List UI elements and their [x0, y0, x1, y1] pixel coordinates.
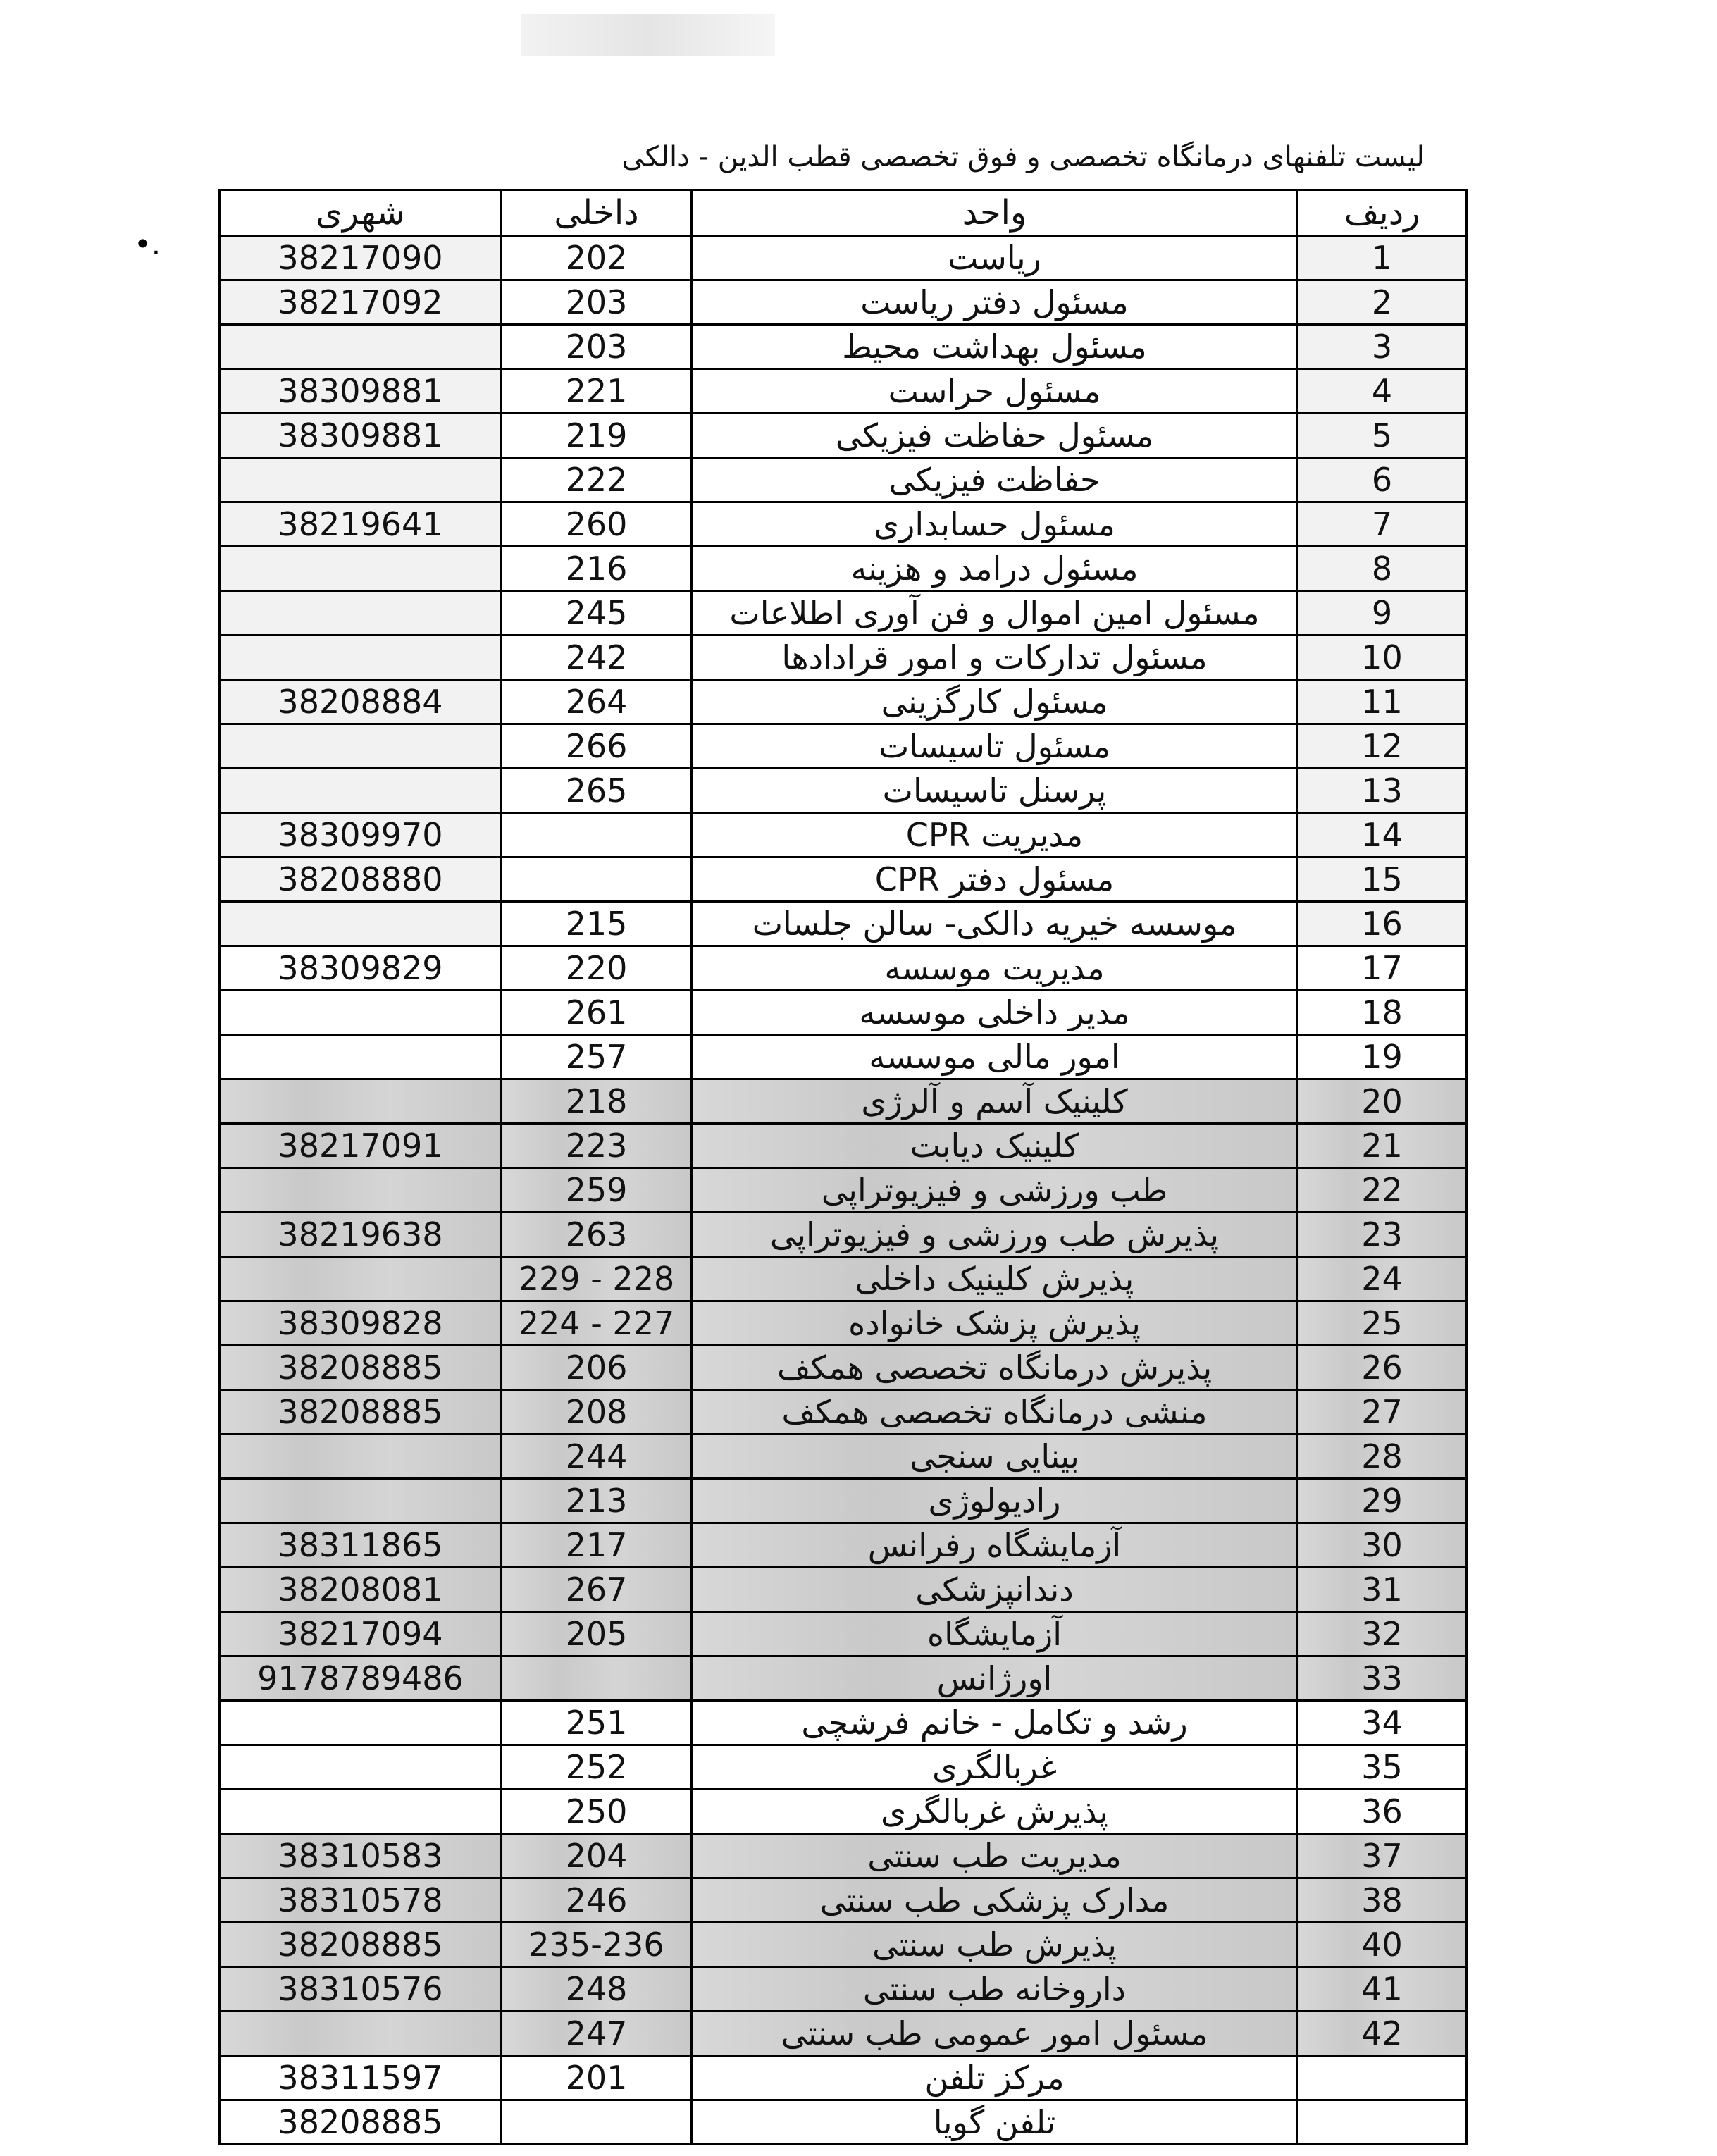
cell-unit: پذیرش طب ورزشی و فیزیوتراپی [692, 1213, 1298, 1257]
cell-city-phone [220, 1257, 502, 1301]
table-row [220, 1923, 1467, 1967]
cell-extension: 245 [502, 591, 692, 636]
table-row [220, 458, 1467, 502]
cell-city-phone [220, 636, 502, 680]
cell-row-number: 41 [1298, 1967, 1467, 2012]
cell-unit: مسئول درامد و هزینه [692, 547, 1298, 591]
cell-city-phone [220, 1701, 502, 1745]
cell-extension [502, 857, 692, 902]
table-row [220, 902, 1467, 946]
cell-row-number: 30 [1298, 1523, 1467, 1568]
cell-row-number: 27 [1298, 1390, 1467, 1435]
cell-unit: مدیریت طب سنتی [692, 1834, 1298, 1878]
table-row [220, 1701, 1467, 1745]
cell-row-number: 25 [1298, 1301, 1467, 1346]
cell-unit: بینایی سنجی [692, 1435, 1298, 1479]
cell-unit: ریاست [692, 236, 1298, 280]
cell-extension: 244 [502, 1435, 692, 1479]
cell-city-phone [220, 547, 502, 591]
cell-city-phone: 38219638 [220, 1213, 502, 1257]
cell-extension: 265 [502, 769, 692, 813]
cell-city-phone [220, 1079, 502, 1124]
cell-unit: آزمایشگاه [692, 1612, 1298, 1656]
table-row [220, 2100, 1467, 2145]
cell-extension [502, 813, 692, 857]
cell-city-phone [220, 325, 502, 369]
cell-unit: مدارک پزشکی طب سنتی [692, 1878, 1298, 1923]
cell-city-phone: 38309970 [220, 813, 502, 857]
header-row-number: ردیف [1298, 190, 1467, 236]
cell-extension: 266 [502, 724, 692, 769]
cell-row-number: 36 [1298, 1790, 1467, 1834]
table-row [220, 502, 1467, 547]
cell-extension: 223 [502, 1124, 692, 1168]
table-row [220, 1168, 1467, 1213]
cell-unit: مدیریت موسسه [692, 946, 1298, 991]
cell-unit: مدیریت CPR [692, 813, 1298, 857]
table-row [220, 591, 1467, 636]
cell-unit: رادیولوژی [692, 1479, 1298, 1523]
table-row [220, 813, 1467, 857]
cell-city-phone: 38208884 [220, 680, 502, 724]
cell-row-number: 35 [1298, 1745, 1467, 1790]
cell-extension: 220 [502, 946, 692, 991]
cell-row-number: 8 [1298, 547, 1467, 591]
cell-unit: غربالگری [692, 1745, 1298, 1790]
cell-city-phone: 38208885 [220, 2100, 502, 2145]
cell-city-phone [220, 1435, 502, 1479]
table-row [220, 414, 1467, 458]
cell-unit: کلینیک آسم و آلرژی [692, 1079, 1298, 1124]
table-row [220, 547, 1467, 591]
cell-unit: مسئول تاسیسات [692, 724, 1298, 769]
cell-city-phone [220, 1745, 502, 1790]
cell-extension [502, 1656, 692, 1701]
cell-extension: 257 [502, 1035, 692, 1079]
cell-unit: مسئول امین اموال و فن آوری اطلاعات [692, 591, 1298, 636]
cell-city-phone: 38309828 [220, 1301, 502, 1346]
cell-row-number: 23 [1298, 1213, 1467, 1257]
cell-unit: طب ورزشی و فیزیوتراپی [692, 1168, 1298, 1213]
cell-unit: تلفن گویا [692, 2100, 1298, 2145]
phone-directory-table [218, 189, 1468, 2145]
cell-city-phone [220, 2012, 502, 2056]
cell-row-number: 26 [1298, 1346, 1467, 1390]
cell-extension: 221 [502, 369, 692, 414]
cell-city-phone: 38217090 [220, 236, 502, 280]
cell-city-phone: 38217091 [220, 1124, 502, 1168]
cell-city-phone [220, 1168, 502, 1213]
cell-extension: 201 [502, 2056, 692, 2100]
cell-city-phone: 9178789486 [220, 1656, 502, 1701]
cell-city-phone [220, 991, 502, 1035]
table-row [220, 1745, 1467, 1790]
cell-row-number: 13 [1298, 769, 1467, 813]
cell-extension: 227 - 224 [502, 1301, 692, 1346]
cell-row-number: 20 [1298, 1079, 1467, 1124]
cell-extension: 259 [502, 1168, 692, 1213]
table-row [220, 1479, 1467, 1523]
table-row [220, 1079, 1467, 1124]
cell-extension: 260 [502, 502, 692, 547]
cell-unit: مسئول امور عمومی طب سنتی [692, 2012, 1298, 2056]
table-row [220, 1301, 1467, 1346]
cell-extension: 219 [502, 414, 692, 458]
header-city-phone: شهری [220, 190, 502, 236]
cell-unit: مرکز تلفن [692, 2056, 1298, 2100]
scan-artifact [521, 14, 775, 56]
table-row [220, 1790, 1467, 1834]
cell-unit: پذیرش کلینیک داخلی [692, 1257, 1298, 1301]
cell-unit: مسئول کارگزینی [692, 680, 1298, 724]
cell-row-number: 9 [1298, 591, 1467, 636]
cell-row-number: 14 [1298, 813, 1467, 857]
cell-city-phone [220, 591, 502, 636]
cell-extension: 203 [502, 280, 692, 325]
cell-city-phone [220, 769, 502, 813]
table-row [220, 1435, 1467, 1479]
cell-city-phone: 38311597 [220, 2056, 502, 2100]
cell-extension: 204 [502, 1834, 692, 1878]
scan-dots: •. [134, 227, 161, 261]
cell-row-number: 42 [1298, 2012, 1467, 2056]
cell-unit: آزمایشگاه رفرانس [692, 1523, 1298, 1568]
cell-city-phone: 38309881 [220, 414, 502, 458]
cell-city-phone: 38208885 [220, 1390, 502, 1435]
table-row [220, 1834, 1467, 1878]
cell-extension: 251 [502, 1701, 692, 1745]
table-row [220, 680, 1467, 724]
cell-row-number: 19 [1298, 1035, 1467, 1079]
header-extension: داخلی [502, 190, 692, 236]
table-row [220, 857, 1467, 902]
cell-extension: 228 - 229 [502, 1257, 692, 1301]
cell-extension: 203 [502, 325, 692, 369]
table-row [220, 280, 1467, 325]
cell-row-number: 16 [1298, 902, 1467, 946]
cell-city-phone: 38208081 [220, 1568, 502, 1612]
cell-extension: 264 [502, 680, 692, 724]
cell-unit: پذیرش غربالگری [692, 1790, 1298, 1834]
cell-row-number: 6 [1298, 458, 1467, 502]
cell-row-number: 32 [1298, 1612, 1467, 1656]
cell-city-phone: 38208885 [220, 1923, 502, 1967]
cell-extension: 205 [502, 1612, 692, 1656]
cell-extension: 202 [502, 236, 692, 280]
cell-city-phone [220, 1035, 502, 1079]
cell-city-phone [220, 724, 502, 769]
cell-row-number: 4 [1298, 369, 1467, 414]
cell-row-number: 22 [1298, 1168, 1467, 1213]
table-row [220, 2012, 1467, 2056]
cell-unit: مسئول حفاظت فیزیکی [692, 414, 1298, 458]
cell-extension: 263 [502, 1213, 692, 1257]
table-row [220, 369, 1467, 414]
cell-unit: امور مالی موسسه [692, 1035, 1298, 1079]
cell-unit: دندانپزشکی [692, 1568, 1298, 1612]
cell-row-number: 38 [1298, 1878, 1467, 1923]
cell-extension: 267 [502, 1568, 692, 1612]
cell-extension: 247 [502, 2012, 692, 2056]
table-row [220, 1213, 1467, 1257]
table-row [220, 724, 1467, 769]
cell-city-phone: 38219641 [220, 502, 502, 547]
table-row [220, 1257, 1467, 1301]
cell-unit: مسئول تدارکات و امور قرادادها [692, 636, 1298, 680]
cell-extension: 208 [502, 1390, 692, 1435]
cell-city-phone: 38311865 [220, 1523, 502, 1568]
cell-row-number: 33 [1298, 1656, 1467, 1701]
table-row [220, 236, 1467, 280]
cell-row-number [1298, 2100, 1467, 2145]
cell-row-number: 24 [1298, 1257, 1467, 1301]
table-row [220, 1612, 1467, 1656]
table-row [220, 2056, 1467, 2100]
cell-extension: 235-236 [502, 1923, 692, 1967]
cell-row-number: 7 [1298, 502, 1467, 547]
header-unit: واحد [692, 190, 1298, 236]
cell-unit: مسئول دفتر ریاست [692, 280, 1298, 325]
cell-unit: پرسنل تاسیسات [692, 769, 1298, 813]
cell-unit: پذیرش طب سنتی [692, 1923, 1298, 1967]
cell-row-number: 18 [1298, 991, 1467, 1035]
cell-unit: مسئول حراست [692, 369, 1298, 414]
cell-extension: 217 [502, 1523, 692, 1568]
cell-extension [502, 2100, 692, 2145]
cell-row-number: 40 [1298, 1923, 1467, 1967]
cell-extension: 250 [502, 1790, 692, 1834]
cell-unit: منشی درمانگاه تخصصی همکف [692, 1390, 1298, 1435]
table-row [220, 1346, 1467, 1390]
cell-unit: مسئول بهداشت محیط [692, 325, 1298, 369]
cell-city-phone: 38208880 [220, 857, 502, 902]
cell-city-phone: 38310578 [220, 1878, 502, 1923]
cell-unit: مسئول حسابداری [692, 502, 1298, 547]
table-row [220, 769, 1467, 813]
cell-unit: پذیرش درمانگاه تخصصی همکف [692, 1346, 1298, 1390]
cell-row-number: 12 [1298, 724, 1467, 769]
cell-extension: 261 [502, 991, 692, 1035]
table-row [220, 1878, 1467, 1923]
cell-city-phone: 38309829 [220, 946, 502, 991]
cell-row-number: 29 [1298, 1479, 1467, 1523]
cell-unit: کلینیک دیابت [692, 1124, 1298, 1168]
cell-extension: 206 [502, 1346, 692, 1390]
cell-extension: 248 [502, 1967, 692, 2012]
cell-extension: 215 [502, 902, 692, 946]
cell-unit: موسسه خیریه دالکی- سالن جلسات [692, 902, 1298, 946]
cell-extension: 213 [502, 1479, 692, 1523]
cell-unit: حفاظت فیزیکی [692, 458, 1298, 502]
cell-city-phone: 38309881 [220, 369, 502, 414]
cell-unit: پذیرش پزشک خانواده [692, 1301, 1298, 1346]
cell-extension: 246 [502, 1878, 692, 1923]
cell-city-phone: 38310583 [220, 1834, 502, 1878]
cell-row-number: 3 [1298, 325, 1467, 369]
table-row [220, 1967, 1467, 2012]
cell-row-number: 11 [1298, 680, 1467, 724]
cell-extension: 222 [502, 458, 692, 502]
cell-row-number: 2 [1298, 280, 1467, 325]
cell-row-number: 34 [1298, 1701, 1467, 1745]
cell-extension: 216 [502, 547, 692, 591]
table-row [220, 1523, 1467, 1568]
table-row [220, 1656, 1467, 1701]
cell-city-phone [220, 458, 502, 502]
cell-city-phone [220, 902, 502, 946]
table-row [220, 991, 1467, 1035]
cell-unit: اورژانس [692, 1656, 1298, 1701]
cell-unit: مدیر داخلی موسسه [692, 991, 1298, 1035]
cell-unit: رشد و تکامل - خانم فرشچی [692, 1701, 1298, 1745]
cell-row-number: 1 [1298, 236, 1467, 280]
table-row [220, 946, 1467, 991]
table-row [220, 636, 1467, 680]
cell-row-number: 5 [1298, 414, 1467, 458]
cell-extension: 252 [502, 1745, 692, 1790]
cell-unit: داروخانه طب سنتی [692, 1967, 1298, 2012]
cell-extension: 218 [502, 1079, 692, 1124]
cell-city-phone: 38310576 [220, 1967, 502, 2012]
cell-row-number: 37 [1298, 1834, 1467, 1878]
cell-row-number [1298, 2056, 1467, 2100]
cell-row-number: 15 [1298, 857, 1467, 902]
table-row [220, 1035, 1467, 1079]
cell-row-number: 21 [1298, 1124, 1467, 1168]
cell-city-phone: 38217092 [220, 280, 502, 325]
cell-row-number: 31 [1298, 1568, 1467, 1612]
table-header-row [220, 190, 1467, 236]
table-row [220, 1568, 1467, 1612]
cell-row-number: 28 [1298, 1435, 1467, 1479]
cell-unit: مسئول دفتر CPR [692, 857, 1298, 902]
table-row [220, 1390, 1467, 1435]
table-row [220, 325, 1467, 369]
cell-row-number: 17 [1298, 946, 1467, 991]
cell-city-phone: 38208885 [220, 1346, 502, 1390]
cell-city-phone: 38217094 [220, 1612, 502, 1656]
cell-city-phone [220, 1790, 502, 1834]
cell-row-number: 10 [1298, 636, 1467, 680]
cell-city-phone [220, 1479, 502, 1523]
table-row [220, 1124, 1467, 1168]
document-title: لیست تلفنهای درمانگاه تخصصی و فوق تخصصی قطب الدین - دالکی [621, 141, 1425, 173]
cell-extension: 242 [502, 636, 692, 680]
table-body [220, 236, 1467, 2145]
